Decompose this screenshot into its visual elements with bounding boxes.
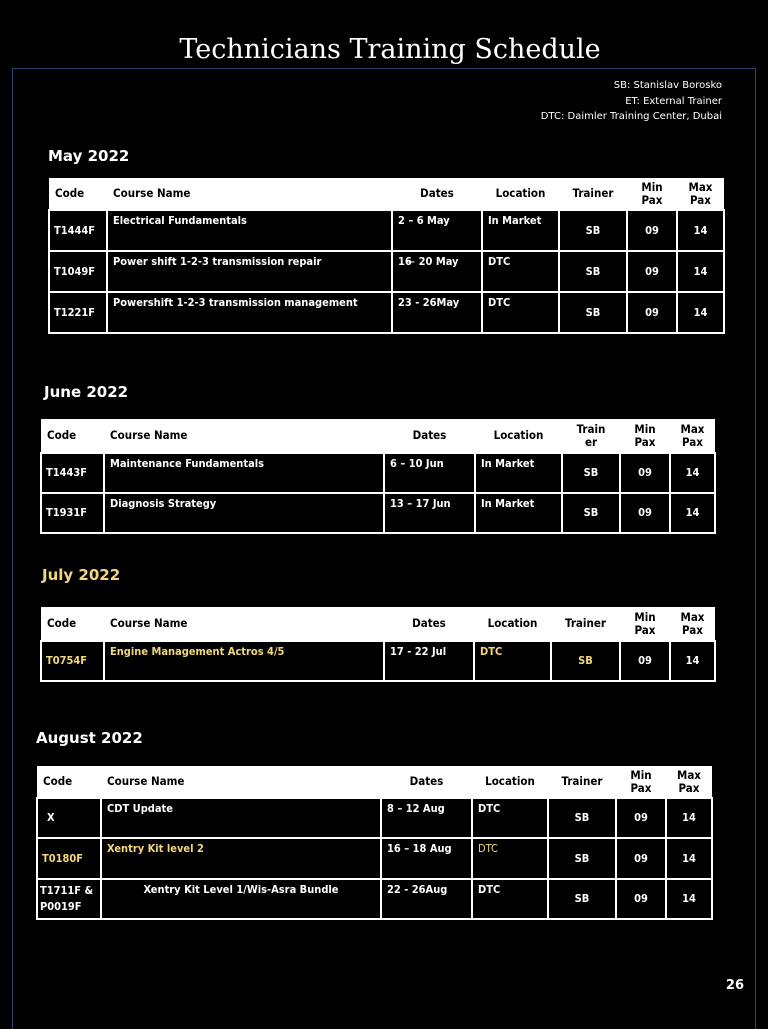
header-course-name: Course Name: [104, 419, 384, 453]
cell-location: DTC: [474, 641, 551, 681]
cell-max-pax: 14: [677, 251, 724, 292]
trainer-legend: [541, 78, 722, 125]
schedule-table-july: [40, 607, 716, 682]
header-dates: Dates: [392, 178, 482, 210]
cell-dates: 6 – 10 Jun: [384, 453, 475, 493]
cell-location: In Market: [475, 453, 562, 493]
cell-code: T1221F: [49, 292, 107, 333]
table-header-row: [49, 178, 724, 210]
cell-code: T1443F: [41, 453, 104, 493]
header-dates: Dates: [381, 766, 472, 798]
cell-min-pax: 09: [620, 641, 670, 681]
cell-course: Electrical Fundamentals: [107, 210, 392, 251]
header-max-pax: Max Pax: [670, 419, 715, 453]
month-heading-july: July 2022: [42, 566, 121, 584]
cell-code: X: [37, 798, 101, 838]
cell-trainer: SB: [548, 838, 616, 879]
cell-min-pax: 09: [616, 879, 666, 919]
table-row: [49, 210, 724, 251]
cell-trainer: SB: [559, 210, 627, 251]
cell-max-pax: 14: [677, 210, 724, 251]
cell-dates: 13 – 17 Jun: [384, 493, 475, 533]
cell-location: DTC: [472, 879, 548, 919]
cell-location: DTC: [482, 251, 559, 292]
table-row: [49, 251, 724, 292]
cell-dates: 17 - 22 Jul: [384, 641, 474, 681]
header-location: Location: [474, 607, 551, 641]
header-min-pax: Min Pax: [620, 419, 670, 453]
page-title: Technicians Training Schedule: [179, 34, 601, 65]
header-course-name: Course Name: [107, 178, 392, 210]
page-number: 26: [725, 978, 744, 993]
schedule-table-august: [36, 766, 713, 920]
table-header-row: [41, 607, 715, 641]
cell-trainer: SB: [559, 251, 627, 292]
cell-code: T0754F: [41, 641, 104, 681]
cell-min-pax: 09: [616, 798, 666, 838]
cell-code: T1711F & P0019F: [37, 879, 101, 919]
header-code: Code: [41, 419, 104, 453]
header-trainer: Trainer: [551, 607, 620, 641]
legend-line: SB: Stanislav Borosko: [613, 80, 722, 91]
cell-dates: 22 - 26Aug: [381, 879, 472, 919]
header-location: Location: [475, 419, 562, 453]
cell-dates: 23 - 26May: [392, 292, 482, 333]
header-max-pax: Max Pax: [670, 607, 715, 641]
table-row: [41, 641, 715, 681]
cell-course: Engine Management Actros 4/5: [104, 641, 384, 681]
header-min-pax: Min Pax: [620, 607, 670, 641]
cell-max-pax: 14: [677, 292, 724, 333]
header-min-pax: Min Pax: [627, 178, 677, 210]
table-row: [37, 798, 712, 838]
header-location: Location: [482, 178, 559, 210]
table-row: [41, 453, 715, 493]
header-trainer: Train er: [562, 419, 620, 453]
schedule-table-may: [48, 178, 725, 334]
table-row: [41, 493, 715, 533]
cell-trainer: SB: [562, 493, 620, 533]
cell-code: T1931F: [41, 493, 104, 533]
cell-min-pax: 09: [616, 838, 666, 879]
month-heading-may: May 2022: [48, 147, 130, 165]
cell-code: T1049F: [49, 251, 107, 292]
cell-min-pax: 09: [627, 292, 677, 333]
cell-code: T0180F: [37, 838, 101, 879]
header-course-name: Course Name: [104, 607, 384, 641]
cell-max-pax: 14: [670, 453, 715, 493]
header-trainer: Trainer: [559, 178, 627, 210]
cell-trainer: SB: [548, 798, 616, 838]
header-dates: Dates: [384, 419, 475, 453]
cell-trainer: SB: [551, 641, 620, 681]
cell-course: CDT Update: [101, 798, 381, 838]
cell-course: Power shift 1-2-3 transmission repair: [107, 251, 392, 292]
header-code: Code: [37, 766, 101, 798]
cell-location: DTC: [472, 838, 548, 879]
cell-course: Powershift 1-2-3 transmission management: [107, 292, 392, 333]
table-row: [37, 838, 712, 879]
cell-dates: 16 – 18 Aug: [381, 838, 472, 879]
cell-min-pax: 09: [627, 251, 677, 292]
cell-course: Xentry Kit Level 1/Wis-Asra Bundle: [101, 879, 381, 919]
schedule-table-june: [40, 419, 716, 534]
cell-max-pax: 14: [666, 879, 712, 919]
header-course-name: Course Name: [101, 766, 381, 798]
legend-line: DTC: Daimler Training Center, Dubai: [540, 111, 722, 122]
cell-location: DTC: [472, 798, 548, 838]
cell-trainer: SB: [548, 879, 616, 919]
cell-max-pax: 14: [670, 493, 715, 533]
cell-min-pax: 09: [627, 210, 677, 251]
cell-course: Xentry Kit level 2: [101, 838, 381, 879]
header-min-pax: Min Pax: [616, 766, 666, 798]
cell-max-pax: 14: [670, 641, 715, 681]
month-heading-august: August 2022: [36, 729, 143, 747]
cell-course: Maintenance Fundamentals: [104, 453, 384, 493]
cell-location: DTC: [482, 292, 559, 333]
header-code: Code: [49, 178, 107, 210]
header-location: Location: [472, 766, 548, 798]
header-code: Code: [41, 607, 104, 641]
cell-location: In Market: [475, 493, 562, 533]
header-max-pax: Max Pax: [677, 178, 724, 210]
cell-dates: 2 – 6 May: [392, 210, 482, 251]
table-row: [37, 879, 712, 919]
table-row: [49, 292, 724, 333]
header-trainer: Trainer: [548, 766, 616, 798]
table-header-row: [37, 766, 712, 798]
cell-dates: 16 ̶ 20 May: [392, 251, 482, 292]
cell-trainer: SB: [559, 292, 627, 333]
cell-location: In Market: [482, 210, 559, 251]
cell-min-pax: 09: [620, 453, 670, 493]
cell-dates: 8 – 12 Aug: [381, 798, 472, 838]
cell-code: T1444F: [49, 210, 107, 251]
legend-line: ET: External Trainer: [625, 95, 722, 107]
cell-course: Diagnosis Strategy: [104, 493, 384, 533]
table-header-row: [41, 419, 715, 453]
cell-min-pax: 09: [620, 493, 670, 533]
cell-trainer: SB: [562, 453, 620, 493]
cell-max-pax: 14: [666, 838, 712, 879]
month-heading-june: June 2022: [44, 383, 129, 401]
header-max-pax: Max Pax: [666, 766, 712, 798]
header-dates: Dates: [384, 607, 474, 641]
cell-max-pax: 14: [666, 798, 712, 838]
